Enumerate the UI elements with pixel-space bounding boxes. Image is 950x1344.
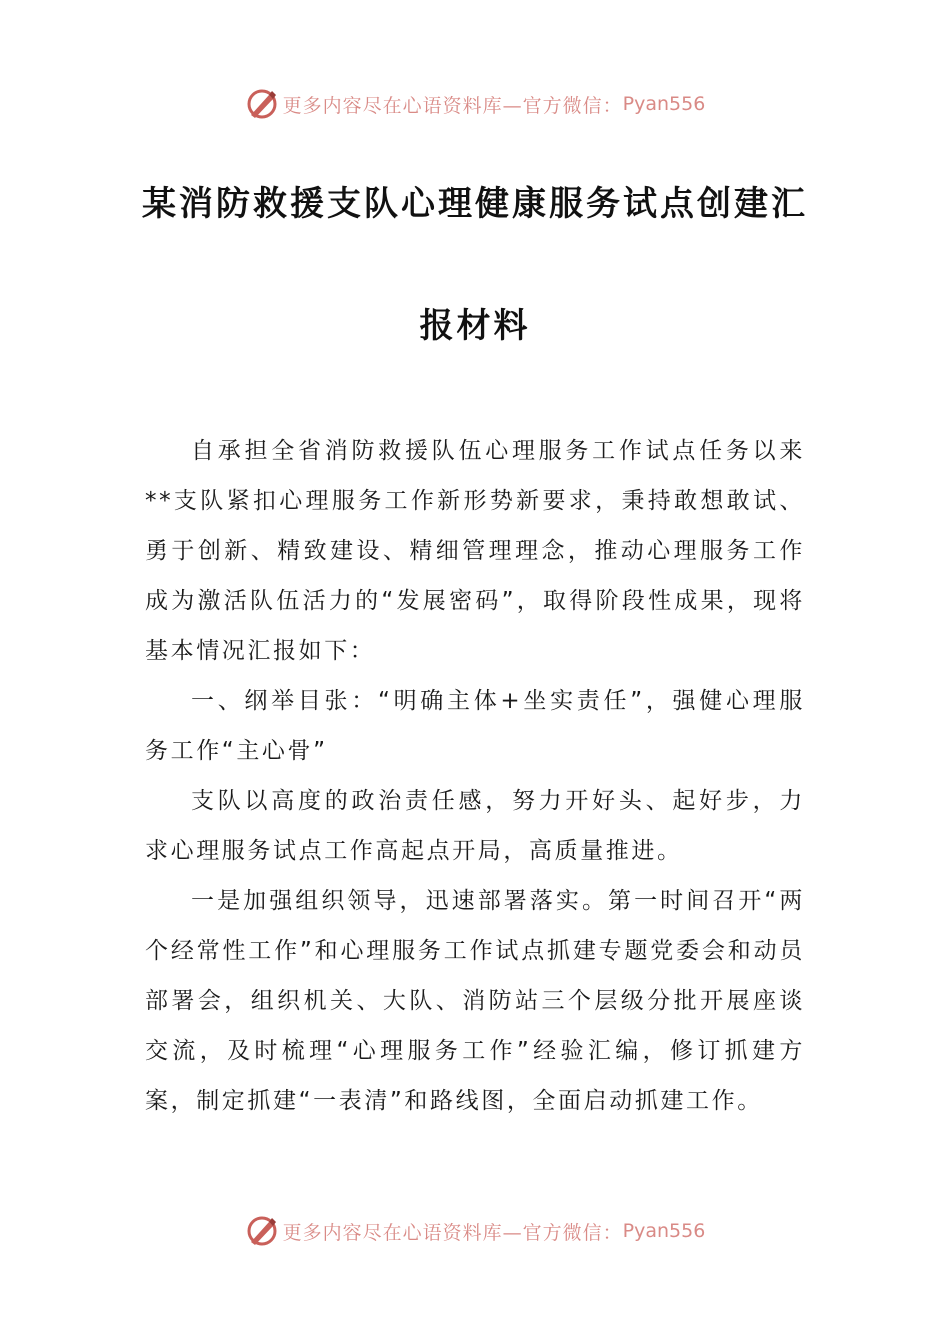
watermark-text: 更多内容尽在心语资料库—官方微信：	[282, 94, 623, 117]
watermark-wechat-id: Pyan556	[622, 1220, 706, 1242]
watermark-banner-top	[0, 84, 950, 124]
document-title-line1: 某消防救援支队心理健康服务试点创建汇	[142, 184, 808, 224]
paragraph-point-1: 一是加强组织领导，迅速部署落实。第一时间召开“两个经常性工作”和心理服务工作试点抓建专题党委会和动员部署会，组织机关、大队、消防站三个层级分批开展座谈交流，及时梳理“心理服务工作”经验汇编，修订抓建方案，制定抓建“一表清”和路线图，全面启动抓建工作。	[145, 888, 805, 1114]
pen-seal-logo-icon	[245, 1214, 279, 1248]
watermark-banner-bottom	[0, 1211, 950, 1251]
document-title-line2: 报材料	[419, 306, 531, 346]
paragraph-intro: 自承担全省消防救援队伍心理服务工作试点任务以来**支队紧扣心理服务工作新形势新要求，秉持敢想敢试、勇于创新、精致建设、精细管理理念，推动心理服务工作成为激活队伍活力的“发展密码”，取得阶段性成果，现将基本情况汇报如下：	[145, 438, 805, 664]
watermark-wechat-id: Pyan556	[622, 93, 706, 115]
section-heading-1: 一、纲举目张：“明确主体+坐实责任”，强健心理服务工作“主心骨”	[145, 688, 805, 764]
document-body	[145, 426, 805, 1126]
watermark-text: 更多内容尽在心语资料库—官方微信：	[282, 1221, 623, 1244]
paragraph-section-1-intro: 支队以高度的政治责任感，努力开好头、起好步，力求心理服务试点工作高起点开局，高质量推进。	[145, 788, 805, 864]
pen-seal-logo-icon	[245, 87, 279, 121]
